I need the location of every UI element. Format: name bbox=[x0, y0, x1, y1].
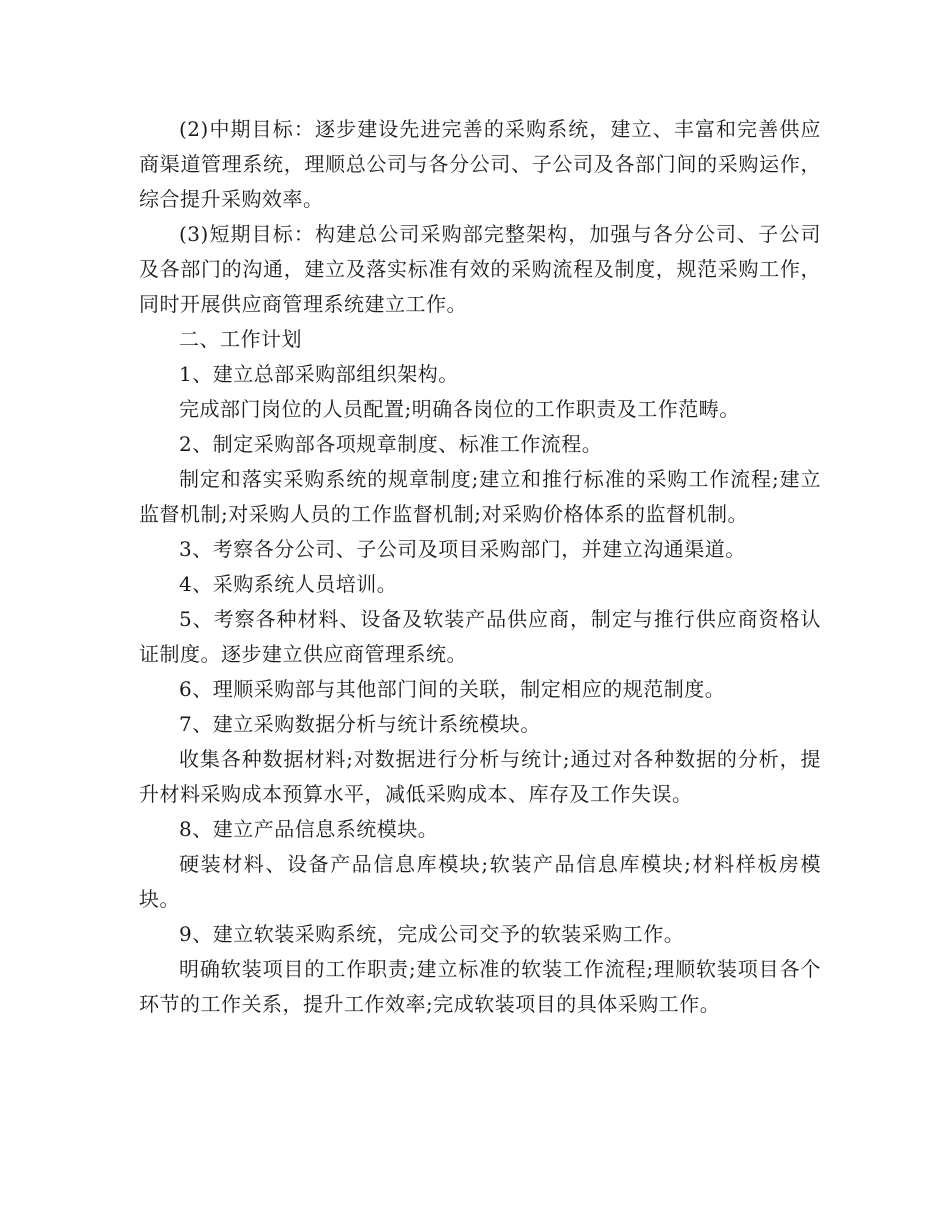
paragraph-short-term-goal: (3)短期目标：构建总公司采购部完整架构，加强与各分公司、子公司及各部门的沟通，建立及落实标准有效的采购流程及制度，规范采购工作，同时开展供应商管理系统建立工作。 bbox=[139, 222, 821, 316]
section-heading-work-plan: 二、工作计划 bbox=[179, 327, 302, 351]
plan-item-5: 5、考察各种材料、设备及软装产品供应商，制定与推行供应商资格认证制度。逐步建立供应商管理系统。 bbox=[139, 607, 821, 666]
plan-item-8: 8、建立产品信息系统模块。 bbox=[179, 817, 439, 841]
plan-item-7-detail: 收集各种数据材料;对数据进行分析与统计;通过对各种数据的分析，提升材料采购成本预算水平，减低采购成本、库存及工作失误。 bbox=[139, 747, 821, 806]
plan-item-6: 6、理顺采购部与其他部门间的关联，制定相应的规范制度。 bbox=[179, 677, 726, 701]
plan-item-2-detail: 制定和落实采购系统的规章制度;建立和推行标准的采购工作流程;建立监督机制;对采购人员的工作监督机制;对采购价格体系的监督机制。 bbox=[139, 467, 821, 526]
plan-item-3: 3、考察各分公司、子公司及项目采购部门，并建立沟通渠道。 bbox=[179, 537, 746, 561]
plan-item-9-detail: 明确软装项目的工作职责;建立标准的软装工作流程;理顺软装项目各个环节的工作关系，提升工作效率;完成软装项目的具体采购工作。 bbox=[139, 957, 821, 1016]
plan-item-8-detail: 硬装材料、设备产品信息库模块;软装产品信息库模块;材料样板房模块。 bbox=[139, 852, 821, 911]
plan-item-9: 9、建立软装采购系统，完成公司交予的软装采购工作。 bbox=[179, 922, 685, 946]
plan-item-1: 1、建立总部采购部组织架构。 bbox=[179, 362, 459, 386]
document-body bbox=[139, 112, 821, 1022]
paragraph-mid-term-goal: (2)中期目标：逐步建设先进完善的采购系统，建立、丰富和完善供应商渠道管理系统，理顺总公司与各分公司、子公司及各部门间的采购运作，综合提升采购效率。 bbox=[139, 117, 821, 211]
plan-item-4: 4、采购系统人员培训。 bbox=[179, 572, 398, 596]
plan-item-2: 2、制定采购部各项规章制度、标准工作流程。 bbox=[179, 432, 603, 456]
plan-item-1-detail: 完成部门岗位的人员配置;明确各岗位的工作职责及工作范畴。 bbox=[179, 397, 740, 421]
plan-item-7: 7、建立采购数据分析与统计系统模块。 bbox=[179, 712, 541, 736]
